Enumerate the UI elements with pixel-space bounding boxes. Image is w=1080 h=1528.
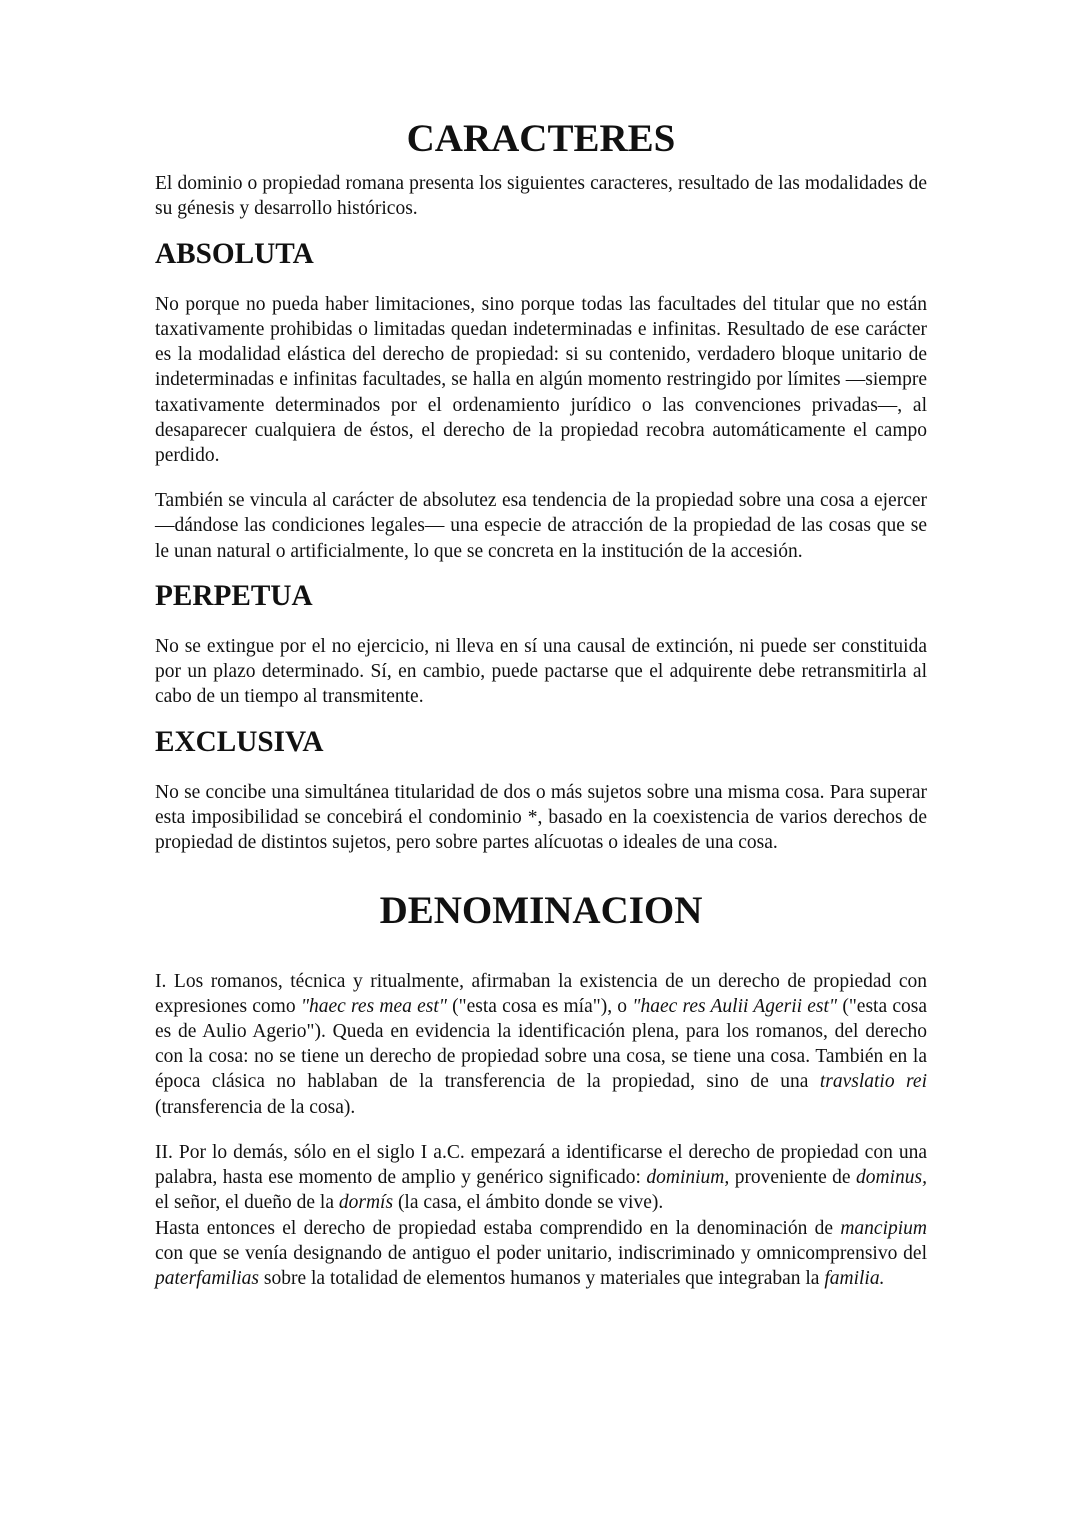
latin-phrase: "haec res mea est"	[300, 995, 447, 1017]
absoluta-paragraph-2: También se vincula al carácter de absolutez esa tendencia de la propiedad sobre una cosa a ejercer —dándose las condiciones legales— una especie de atracción de la propiedad de las cosas que se le unan natural o artificialmente, lo que se concreta en la institución de la accesión.	[155, 490, 927, 562]
text-run: (transferencia de la cosa).	[155, 1096, 356, 1118]
text-run: proveniente de	[729, 1167, 857, 1189]
text-run: ("esta cosa es mía"), o	[446, 995, 633, 1017]
latin-term: dominus,	[856, 1167, 927, 1189]
latin-term: mancipium	[840, 1217, 927, 1239]
text-run: el señor, el dueño de la	[155, 1192, 339, 1214]
latin-term: dormís	[338, 1192, 394, 1214]
latin-phrase: "haec res Aulii Agerii est"	[632, 995, 838, 1017]
denominacion-paragraph-3	[155, 1216, 927, 1292]
heading-perpetua: PERPETUA	[155, 579, 313, 612]
text-run: (la casa, el ámbito donde se vive).	[393, 1192, 664, 1214]
latin-term: dominium,	[646, 1167, 730, 1189]
text-run: sobre la totalidad de elementos humanos y materiales que integraban la	[259, 1267, 825, 1289]
heading-absoluta: ABSOLUTA	[155, 237, 314, 270]
latin-term: familia.	[824, 1267, 885, 1289]
caracteres-intro: El dominio o propiedad romana presenta los siguientes caracteres, resultado de las modalidades de su génesis y desarrollo históricos.	[155, 173, 927, 220]
text-run: ("esta cosa es de Aulio Agerio"). Queda en evidencia la identificación plena, para los romanos, del derecho con la cosa: no se tiene un derecho de propiedad sobre una cosa, se tiene una cosa. También en la época clásica no hablaban de la transferencia de la propiedad, sino de una	[155, 995, 927, 1093]
absoluta-paragraph-1: No porque no pueda haber limitaciones, sino porque todas las facultades del titular que no están taxativamente prohibidas o limitadas quedan indeterminadas e infinitas. Resultado de ese carácter es la modalidad elástica del derecho de propiedad: si su contenido, verdadero bloque unitario de indeterminadas e infinitas facultades, se halla en algún momento restringido por límites —siempre taxativamente determinados por el ordenamiento jurídico o las convenciones privadas—, al desaparecer cualquiera de éstos, el derecho de la propiedad recobra automáticamente el campo perdido.	[155, 293, 927, 467]
text-run: Hasta entonces el derecho de propiedad estaba comprendido en la denominación de	[155, 1217, 841, 1239]
section-title-denominacion: DENOMINACION	[379, 889, 703, 933]
latin-term: paterfamilias	[155, 1267, 260, 1289]
exclusiva-paragraph: No se concibe una simultánea titularidad de dos o más sujetos sobre una misma cosa. Para superar esta imposibilidad se concebirá el condominio *, basado en la coexistencia de varios derechos de propiedad de distintos sujetos, pero sobre partes alícuotas o ideales de una cosa.	[155, 781, 927, 854]
denominacion-paragraph-2	[155, 1140, 927, 1216]
denominacion-paragraph-1	[155, 969, 927, 1120]
document-page	[155, 117, 927, 1291]
text-run: I. Los romanos, técnica y ritualmente, afirmaban la existencia de un derecho de propiedad con expresiones como	[155, 970, 927, 1017]
text-run: con que se venía designando de antiguo el poder unitario, indiscriminado y omnicomprensivo del	[155, 1242, 927, 1264]
section-title-caracteres: CARACTERES	[406, 117, 676, 160]
latin-phrase: travslatio rei	[819, 1071, 927, 1093]
perpetua-paragraph: No se extingue por el no ejercicio, ni lleva en sí una causal de extinción, ni puede ser constituida por un plazo determinado. Sí, en cambio, puede pactarse que el adquirente debe retransmitirla al cabo de un tiempo al transmitente.	[155, 636, 927, 708]
text-run: II. Por lo demás, sólo en el siglo I a.C. empezará a identificarse el derecho de propiedad con una palabra, hasta ese momento de amplio y genérico significado:	[155, 1141, 927, 1189]
heading-exclusiva: EXCLUSIVA	[155, 725, 324, 758]
